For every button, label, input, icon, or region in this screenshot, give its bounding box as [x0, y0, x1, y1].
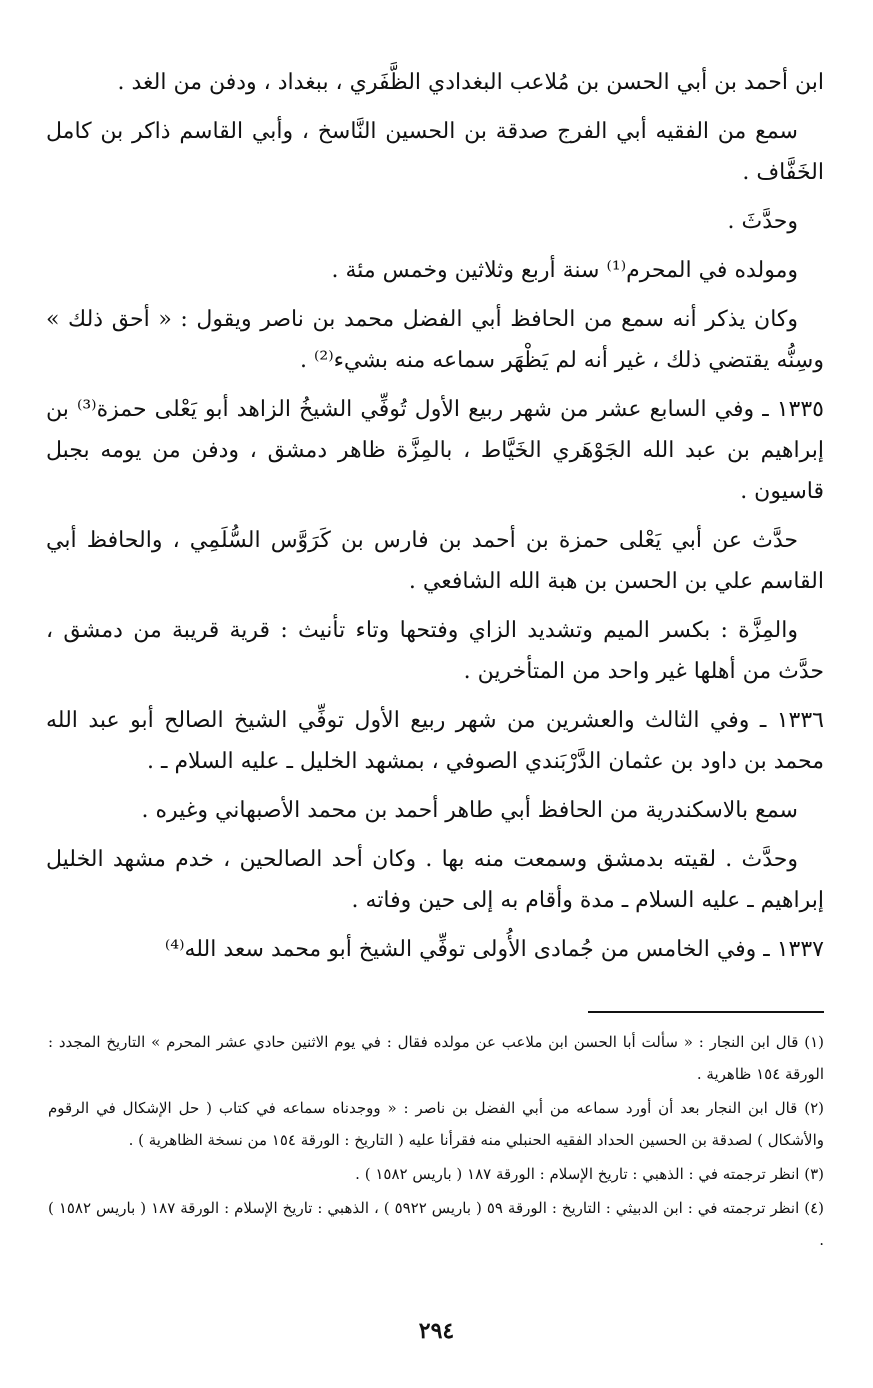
footnote-3: (٣) انظر ترجمته في : الذهبي : تاريخ الإسلام : الورقة ١٨٧ ( باريس ١٥٨٢ ) .: [355, 1165, 824, 1183]
paragraph: ابن أحمد بن أبي الحسن بن مُلاعب البغدادي الظَّفَري ، ببغداد ، ودفن من الغد .: [117, 70, 824, 95]
paragraph: والمِزَّة : بكسر الميم وتشديد الزاي وفتحها وتاء تأنيث : قرية قريبة من دمشق ، حدَّث من أهلها غير واحد من المتأخرين .: [46, 618, 824, 684]
page-number: ٢٩٤: [418, 1318, 455, 1344]
entry-1337: ١٣٣٧ ـ وفي الخامس من جُمادى الأُولى توفِّي الشيخ أبو محمد سعد الله⁽⁴⁾: [164, 937, 824, 962]
paragraph: سمع بالاسكندرية من الحافظ أبي طاهر أحمد بن محمد الأصبهاني وغيره .: [141, 798, 798, 823]
paragraph: ومولده في المحرم⁽¹⁾ سنة أربع وثلاثين وخمس مئة .: [331, 258, 798, 283]
paragraph: وحدَّثَ .: [727, 209, 798, 234]
footnotes: [48, 1026, 824, 1258]
footnote-1: (١) قال ابن النجار : « سألت أبا الحسن ابن ملاعب عن مولده فقال : في يوم الاثنين حادي عشر المحرم » التاريخ المجدد : الورقة ١٥٤ ظاهرية .: [48, 1033, 824, 1083]
footnote-separator: [588, 1011, 824, 1013]
paragraph: حدَّث عن أبي يَعْلى حمزة بن أحمد بن فارس بن كَرَوَّس السُّلَمِي ، والحافظ أبي القاسم علي بن الحسن بن هبة الله الشافعي .: [46, 528, 824, 594]
paragraph: وحدَّث . لقيته بدمشق وسمعت منه بها . وكان أحد الصالحين ، خدم مشهد الخليل إبراهيم ـ عليه السلام ـ مدة وأقام به إلى حين وفاته .: [46, 847, 824, 913]
paragraph: سمع من الفقيه أبي الفرج صدقة بن الحسين النَّاسخ ، وأبي القاسم ذاكر بن كامل الخَفَّاف .: [46, 119, 824, 185]
footnote-2: (٢) قال ابن النجار بعد أن أورد سماعه من أبي الفضل بن ناصر : « ووجدناه سماعه في كتاب ( حل الإشكال في الرقوم والأشكال ) لصدقة بن الحسين الحداد الفقيه الحنبلي منه فقرأنا عليه ( التاريخ : الورقة ١٥٤ من نسخة الظاهرية ) .: [48, 1099, 824, 1149]
footnote-4: (٤) انظر ترجمته في : ابن الدبيثي : التاريخ : الورقة ٥٩ ( باريس ٥٩٢٢ ) ، الذهبي : تاريخ الإسلام : الورقة ١٨٧ ( باريس ١٥٨٢ ) .: [48, 1199, 824, 1249]
entry-1335: ١٣٣٥ ـ وفي السابع عشر من شهر ربيع الأول تُوفِّي الشيخُ الزاهد أبو يَعْلى حمزة⁽³⁾ بن إبراهيم بن عبد الله الجَوْهَري الخَيَّاط ، بالمِزَّة ظاهر دمشق ، ودفن من يومه بجبل قاسيون .: [46, 397, 824, 504]
paragraph: وكان يذكر أنه سمع من الحافظ أبي الفضل محمد بن ناصر ويقول : « أحق ذلك » وسِنُّه يقتضي ذلك ، غير أنه لم يَظْهَر سماعه منه بشيء⁽²⁾ .: [46, 307, 824, 373]
entry-1336: ١٣٣٦ ـ وفي الثالث والعشرين من شهر ربيع الأول توفِّي الشيخ الصالح أبو عبد الله محمد بن داود بن عثمان الدَّرْبَندي الصوفي ، بمشهد الخليل ـ عليه السلام ـ .: [46, 708, 824, 774]
main-text: [46, 62, 824, 978]
